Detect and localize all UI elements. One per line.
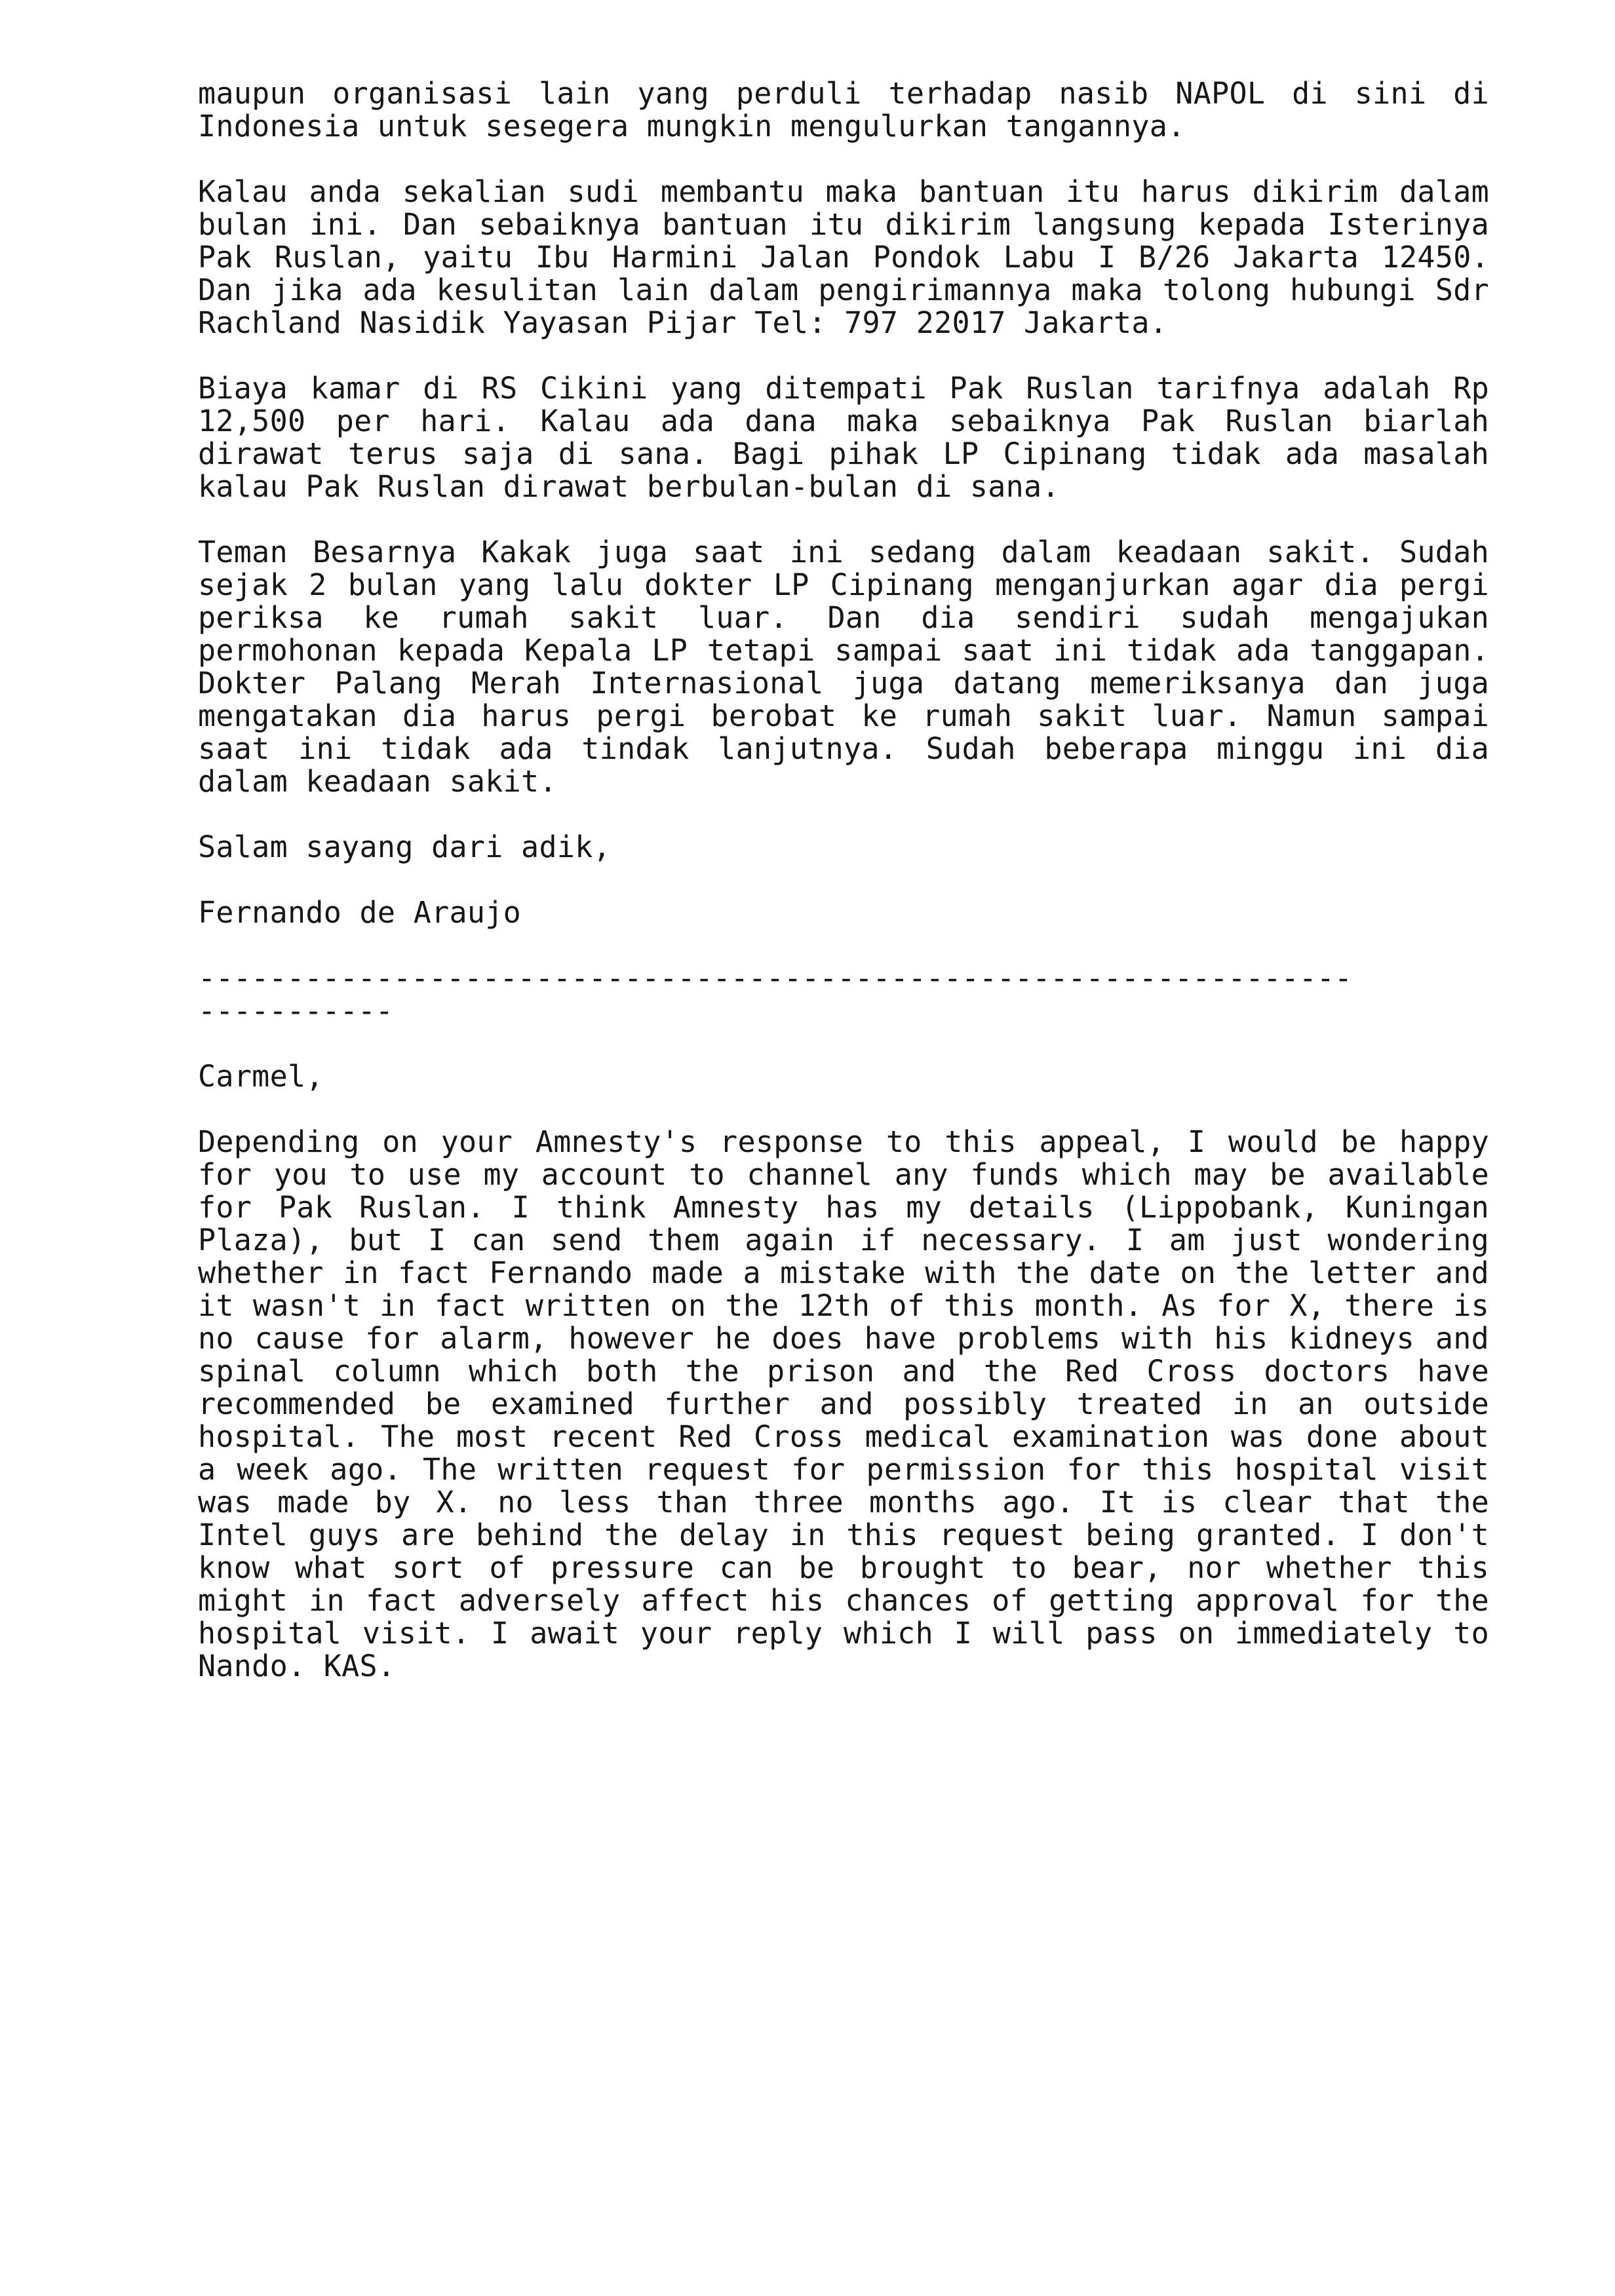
divider-line-1: ----------------------------------------------------------------- (198, 962, 1352, 995)
letter-paragraph-4: Teman Besarnya Kakak juga saat ini sedang dalam keadaan sakit. Sudah sejak 2 bulan yang lalu dokter LP Cipinang menganjurkan agar dia pergi periksa ke rumah sakit luar. Dan dia sendiri sudah mengajukan permohonan kepada Kepala LP tetapi sampai saat ini tidak ada tanggapan. Dokter Palang Merah Internasional juga datang memeriksanya dan juga mengatakan dia harus pergi berobat ke rumah sakit luar. Namun sampai saat ini tidak ada tindak lanjutnya. Sudah beberapa minggu ini dia dalam keadaan sakit. (198, 535, 1489, 799)
letter-paragraph-2: Kalau anda sekalian sudi membantu maka bantuan itu harus dikirim dalam bulan ini. Dan sebaiknya bantuan itu dikirim langsung kepada Isterinya Pak Ruslan, yaitu Ibu Harmini Jalan Pondok Labu I B/26 Jakarta 12450. Dan jika ada kesulitan lain dalam pengirimannya maka tolong hubungi Sdr Rachland Nasidik Yayasan Pijar Tel: 797 22017 Jakarta. (198, 174, 1489, 340)
letter-paragraph-1: maupun organisasi lain yang perduli terhadap nasib NAPOL di sini di Indonesia untuk sesegera mungkin mengulurkan tangannya. (198, 76, 1489, 144)
letter-closing: Salam sayang dari adik, (198, 830, 612, 864)
note-salutation: Carmel, (198, 1059, 324, 1094)
divider-line-2: ----------- (198, 993, 394, 1027)
letter-signature: Fernando de Araujo (198, 895, 522, 930)
document-page (198, 77, 1489, 1683)
letter-paragraph-3: Biaya kamar di RS Cikini yang ditempati Pak Ruslan tarifnya adalah Rp 12,500 per hari. Kalau ada dana maka sebaiknya Pak Ruslan biarlah dirawat terus saja di sana. Bagi pihak LP Cipinang tidak ada masalah kalau Pak Ruslan dirawat berbulan-bulan di sana. (198, 371, 1489, 504)
note-body: Depending on your Amnesty's response to this appeal, I would be happy for you to use my account to channel any funds which may be available for Pak Ruslan. I think Amnesty has my details (Lippobank, Kuningan Plaza), but I can send them again if necessary. I am just wondering whether in fact Fernando made a mistake with the date on the letter and it wasn't in fact written on the 12th of this month. As for X, there is no cause for alarm, however he does have problems with his kidneys and spinal column which both the prison and the Red Cross doctors have recommended be examined further and possibly treated in an outside hospital. The most recent Red Cross medical examination was done about a week ago. The written request for permission for this hospital visit was made by X. no less than three months ago. It is clear that the Intel guys are behind the delay in this request being granted. I don't know what sort of pressure can be brought to bear, nor whether this might in fact adversely affect his chances of getting approval for the hospital visit. I await your reply which I will pass on immediately to Nando. KAS. (198, 1124, 1489, 1683)
dashed-divider (198, 962, 1489, 1027)
